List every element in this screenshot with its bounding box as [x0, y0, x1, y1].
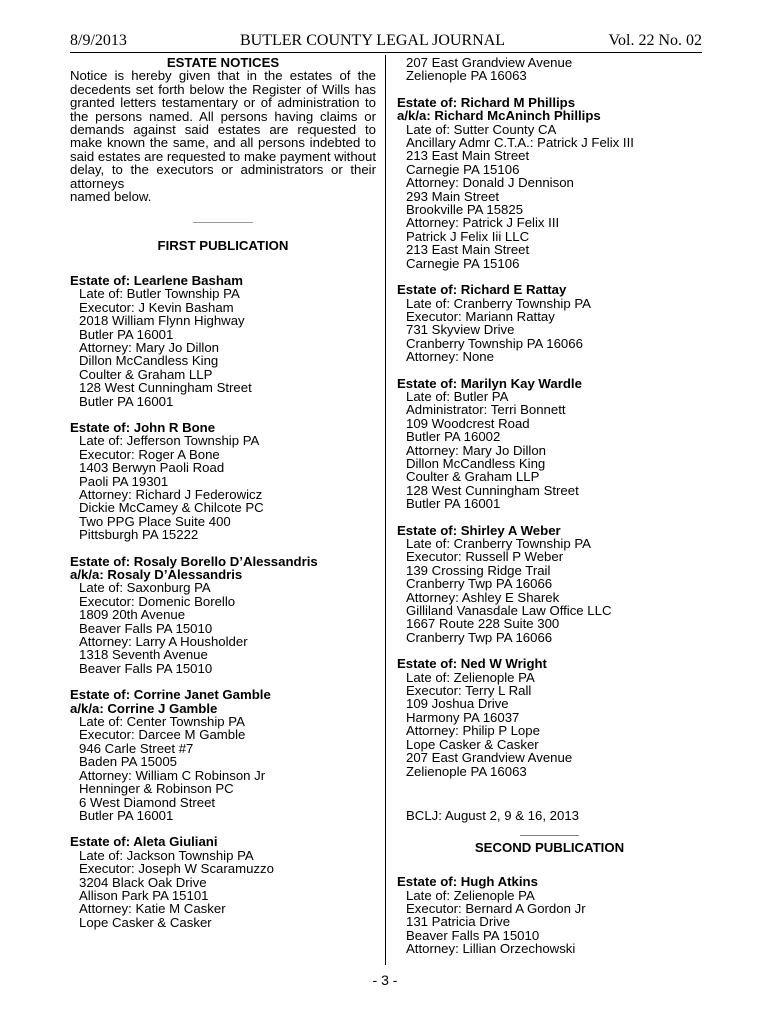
estate-line: 1318 Seventh Avenue — [79, 647, 208, 663]
estate-line: 3204 Black Oak Drive — [79, 874, 207, 890]
estate-name: Estate of: Rosaly Borello D’Alessandris — [70, 553, 318, 569]
left-estate-list — [70, 274, 376, 929]
estate-line: 6 West Diamond Street — [79, 794, 216, 810]
estate-entry — [70, 835, 376, 929]
estate-line: Beaver Falls PA 15010 — [406, 927, 540, 943]
estate-line: Late of: Sutter County CA — [406, 121, 557, 137]
estate-line: Allison Park PA 15101 — [79, 887, 209, 903]
column-divider — [385, 55, 386, 965]
notice-body: Notice is hereby given that in the estates of the decedents set forth below the Register of Wills has granted letters testamentary or of administration to the persons named. All persons having claims or demands against said estates are requested to make known the same, and all persons indebted to said estates are requested to make payment without delay, to the executors or administrators or their attorneys — [70, 68, 376, 191]
right-estate-list — [397, 96, 702, 778]
estate-line: Butler PA 16001 — [79, 326, 174, 342]
estate-line: Coulter & Graham LLP — [79, 366, 213, 382]
estate-line: Carnegie PA 15106 — [406, 161, 520, 177]
header-volume: Vol. 22 No. 02 — [608, 32, 702, 49]
estate-line: 207 East Grandview Avenue — [406, 55, 573, 70]
notice-body-last: named below. — [70, 189, 152, 205]
estate-line: Butler PA 16001 — [79, 393, 174, 409]
estate-line: Dickie McCamey & Chilcote PC — [79, 500, 264, 516]
estate-line: Butler PA 16001 — [406, 496, 501, 512]
estate-line: Attorney: Mary Jo Dillon — [79, 339, 219, 355]
estate-line: Executor: Domenic Borello — [79, 593, 236, 609]
estate-line: 139 Crossing Ridge Trail — [406, 562, 551, 578]
estate-line: Executor: Darcee M Gamble — [79, 727, 246, 743]
estate-line: Late of: Butler Township PA — [79, 286, 240, 302]
estate-entry — [397, 875, 702, 955]
estate-line: Butler PA 16001 — [79, 807, 174, 823]
continued-estate-lines — [397, 56, 702, 83]
estate-entry — [397, 96, 702, 270]
estate-name: Estate of: Marilyn Kay Wardle — [397, 375, 582, 391]
estate-line: Late of: Saxonburg PA — [79, 580, 211, 596]
estate-line: Attorney: William C Robinson Jr — [79, 767, 266, 783]
estate-line: Harmony PA 16037 — [406, 709, 520, 725]
estate-name: Estate of: Ned W Wright — [397, 656, 547, 672]
estate-line: Two PPG Place Suite 400 — [79, 513, 231, 529]
estate-line: Executor: J Kevin Basham — [79, 299, 234, 315]
estate-entry — [397, 283, 702, 363]
estate-line: Dillon McCandless King — [79, 353, 219, 369]
estate-line: 131 Patricia Drive — [406, 914, 511, 930]
estate-line: Beaver Falls PA 15010 — [79, 620, 213, 636]
estate-entry — [70, 274, 376, 408]
estate-line: Late of: Zelienople PA — [406, 887, 535, 903]
estate-entry — [70, 688, 376, 822]
page-number: - 3 - — [372, 972, 398, 988]
estate-line: Patrick J Felix Iii LLC — [406, 228, 530, 244]
estate-line: 213 East Main Street — [406, 148, 530, 164]
estate-line: Baden PA 15005 — [79, 754, 178, 770]
estate-name: Estate of: Learlene Basham — [70, 272, 243, 288]
estate-line: Attorney: Lillian Orzechowski — [406, 941, 576, 957]
estate-line: Attorney: Larry A Housholder — [79, 634, 248, 650]
estate-line: Carnegie PA 15106 — [406, 255, 520, 271]
estate-aka: a/k/a: Richard McAninch Phillips — [397, 108, 601, 124]
estate-name: Estate of: Shirley A Weber — [397, 522, 561, 538]
estate-line: 946 Carle Street #7 — [79, 740, 194, 756]
estate-line: Executor: Joseph W Scaramuzzo — [79, 861, 274, 877]
estate-line: Henninger & Robinson PC — [79, 781, 234, 797]
estate-entry — [397, 377, 702, 511]
running-header — [70, 32, 702, 53]
estate-line: Cranberry Twp PA 16066 — [406, 576, 553, 592]
estate-line: Attorney: Ashley E Sharek — [406, 589, 560, 605]
estate-entry — [70, 421, 376, 542]
estate-line: Coulter & Graham LLP — [406, 469, 540, 485]
estate-line: Executor: Russell P Weber — [406, 549, 564, 565]
estate-line: Late of: Jackson Township PA — [79, 847, 254, 863]
estate-aka: a/k/a: Rosaly D’Alessandris — [70, 567, 243, 582]
notice-paragraph — [70, 69, 376, 203]
estate-line: Lope Casker & Casker — [406, 736, 539, 752]
estate-name: Estate of: John R Bone — [70, 419, 216, 435]
estate-line: 1667 Route 228 Suite 300 — [406, 616, 560, 632]
estate-line: 213 East Main Street — [406, 242, 530, 258]
estate-line: Brookville PA 15825 — [406, 202, 524, 218]
right-column — [397, 56, 702, 969]
second-publication-heading: SECOND PUBLICATION — [474, 839, 625, 855]
estate-name: Estate of: Richard M Phillips — [397, 94, 576, 110]
estate-line: 293 Main Street — [406, 188, 500, 204]
estate-line: Late of: Cranberry Township PA — [406, 295, 591, 311]
estate-line: Executor: Mariann Rattay — [406, 308, 555, 324]
estate-line: Butler PA 16002 — [406, 429, 501, 445]
estate-line: Late of: Center Township PA — [79, 714, 245, 730]
estate-line: Attorney: Katie M Casker — [79, 901, 226, 917]
estate-line: 731 Skyview Drive — [406, 322, 515, 338]
estate-line: Paoli PA 19301 — [79, 473, 169, 489]
first-publication-heading: FIRST PUBLICATION — [157, 238, 289, 254]
estate-line: Attorney: Philip P Lope — [406, 723, 540, 739]
estate-line: Beaver Falls PA 15010 — [79, 660, 213, 676]
estate-aka: a/k/a: Corrine J Gamble — [70, 700, 218, 716]
estate-line: Attorney: Mary Jo Dillon — [406, 442, 546, 458]
header-title: BUTLER COUNTY LEGAL JOURNAL — [240, 32, 506, 49]
estate-line: 109 Woodcrest Road — [406, 415, 530, 431]
header-date: 8/9/2013 — [70, 32, 127, 49]
estate-line: Executor: Roger A Bone — [79, 446, 220, 462]
estate-line: Lope Casker & Casker — [79, 914, 212, 930]
estate-line: 128 West Cunningham Street — [406, 482, 579, 498]
estate-name: Estate of: Aleta Giuliani — [70, 834, 218, 850]
estate-line: 2018 William Flynn Highway — [79, 313, 245, 329]
estate-notices-heading: ESTATE NOTICES — [166, 55, 280, 70]
estate-line: 1809 20th Avenue — [79, 607, 186, 623]
section-divider — [193, 222, 253, 223]
estate-line: Attorney: Donald J Dennison — [406, 175, 574, 191]
estate-line: Executor: Terry L Rall — [406, 683, 532, 699]
estate-line: Cranberry Twp PA 16066 — [406, 629, 553, 645]
estate-line: Late of: Jefferson Township PA — [79, 433, 260, 449]
estate-line: 207 East Grandview Avenue — [406, 750, 573, 766]
second-divider: ________ — [520, 822, 579, 838]
estate-line: Zelienople PA 16063 — [406, 763, 527, 779]
estate-entry — [397, 524, 702, 645]
estate-line: Dillon McCandless King — [406, 455, 546, 471]
estate-line: Cranberry Township PA 16066 — [406, 335, 583, 351]
estate-line: Ancillary Admr C.T.A.: Patrick J Felix III — [406, 135, 634, 151]
estate-entry — [397, 657, 702, 778]
estate-line: Attorney: Patrick J Felix III — [406, 215, 560, 231]
estate-line: Zelienople PA 16063 — [406, 68, 527, 84]
estate-line: Late of: Butler PA — [406, 388, 509, 404]
second-estate-list — [397, 875, 702, 955]
estate-entry — [70, 555, 376, 676]
bclj-dates: BCLJ: August 2, 9 & 16, 2013 — [406, 807, 580, 823]
estate-name: Estate of: Corrine Janet Gamble — [70, 687, 271, 703]
estate-name: Estate of: Richard E Rattay — [397, 282, 567, 298]
estate-line: Executor: Bernard A Gordon Jr — [406, 900, 586, 916]
estate-line: 109 Joshua Drive — [406, 696, 509, 712]
estate-line: 128 West Cunningham Street — [79, 380, 252, 396]
estate-line: Attorney: None — [406, 349, 494, 365]
estate-name: Estate of: Hugh Atkins — [397, 874, 538, 890]
estate-line: 1403 Berwyn Paoli Road — [79, 460, 225, 476]
estate-line: Attorney: Richard J Federowicz — [79, 486, 263, 502]
estate-line: Pittsburgh PA 15222 — [79, 527, 199, 543]
left-column — [70, 56, 376, 942]
estate-line: Gilliland Vanasdale Law Office LLC — [406, 603, 612, 619]
estate-line: Late of: Zelienople PA — [406, 669, 535, 685]
estate-line: Late of: Cranberry Township PA — [406, 536, 591, 551]
estate-line: Administrator: Terri Bonnett — [406, 402, 566, 418]
